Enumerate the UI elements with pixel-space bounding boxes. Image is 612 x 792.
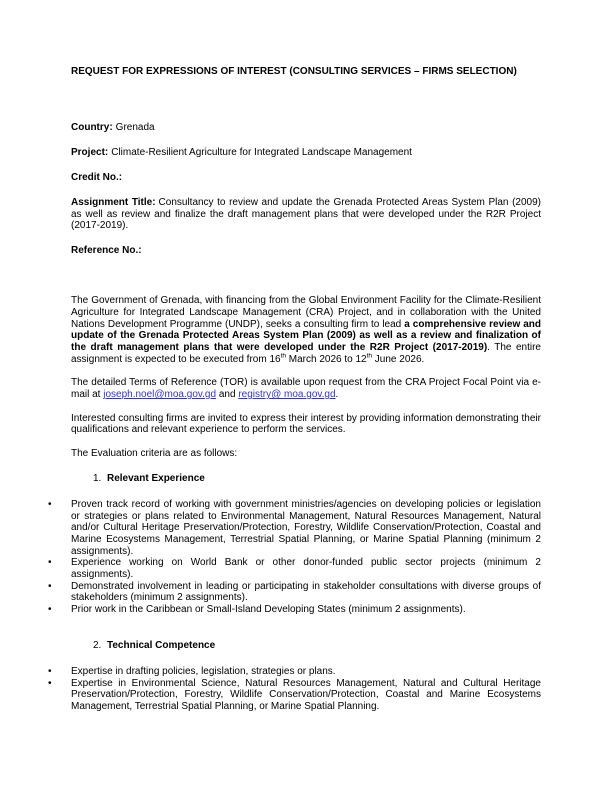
- superscript-ordinal: th: [366, 352, 373, 360]
- intro-paragraph: [71, 295, 541, 365]
- tor-text-1: The detailed Terms of Reference (TOR) is available upon request from the CRA Project Focal Point via e-mail at: [71, 377, 541, 401]
- document-title: REQUEST FOR EXPRESSIONS OF INTEREST (CONSULTING SERVICES – FIRMS SELECTION): [71, 66, 517, 77]
- list-item: [48, 604, 541, 616]
- list-item: [48, 498, 541, 558]
- field-credit-no: [71, 172, 541, 184]
- bullet-icon: •: [48, 557, 52, 569]
- bullet-icon: •: [48, 498, 52, 510]
- section-2-title: Technical Competence: [107, 639, 216, 651]
- field-project-value: Climate-Resilient Agriculture for Integrated Landscape Management: [111, 147, 412, 158]
- bullet-text: Prior work in the Caribbean or Small-Island Developing States (minimum 2 assignments).: [71, 604, 466, 616]
- tor-text-2: and: [216, 389, 239, 401]
- bullet-text: Expertise in Environmental Science, Natural Resources Management, Natural and Cultural Heritage Preservation/Protection, Forestry, Wildlife Conservation/Protection, Coastal and Marine Ecosystems Management, Terrestrial Spatial Planning, or Marine Spatial Planning.: [71, 677, 541, 712]
- field-country-value: Grenada: [115, 122, 155, 133]
- intro-bold-scope: a comprehensive review and update of the Grenada Protected Areas System Plan (2009) as well as a review and finalization of the draft management plans that were developed under the R2R Project (2017-2019): [71, 318, 542, 353]
- tor-paragraph: [71, 377, 541, 400]
- tor-text-3: .: [335, 389, 339, 401]
- bullet-icon: •: [48, 677, 52, 689]
- list-item: [48, 677, 541, 713]
- field-reference-no-label: Reference No.:: [71, 245, 142, 257]
- bullet-icon: •: [48, 665, 52, 677]
- superscript-ordinal: th: [280, 352, 286, 360]
- bullet-icon: •: [48, 580, 52, 592]
- field-project-label: Project:: [71, 147, 109, 158]
- email-link-registry[interactable]: registry@ moa.gov.gd: [238, 389, 336, 401]
- list-item: [48, 665, 541, 678]
- bullet-text: Experience working on World Bank or other donor-funded public sector projects (minimum 2 assignments).: [71, 557, 541, 581]
- bullet-icon: •: [48, 604, 52, 616]
- evaluation-criteria-intro: The Evaluation criteria are as follows:: [71, 448, 238, 460]
- field-country: [71, 122, 541, 134]
- section-1-heading: [71, 473, 541, 485]
- bullet-text: Proven track record of working with government ministries/agencies on developing policies or legislation or strategies or plans related to Environmental Management, Natural Resources Management, Natural and/or Cultural Heritage Preservation/Protection, Forestry, Wildlife Conservation/Protection, Coastal and Marine Ecosystems Management, Terrestrial Spatial Planning, or Marine Spatial Planning (minimum 2 assignments).: [71, 498, 541, 557]
- list-item: [48, 557, 541, 581]
- assignment-title-paragraph: [71, 197, 541, 232]
- interest-paragraph: Interested consulting firms are invited to express their interest by providing information demonstrating their qualifications and relevant experience to perform the services.: [71, 412, 541, 436]
- assignment-title-value: Consultancy to review and update the Grenada Protected Areas System Plan (2009) as well as review and finalize the draft management plans that were developed under the R2R Project (2017-2019).: [71, 197, 541, 232]
- intro-text-3: March 2026 to 12: [286, 353, 367, 365]
- section-2-bullet-list: [48, 665, 541, 713]
- bullet-text: Demonstrated involvement in leading or participating in stakeholder consultations with diverse groups of stakeholders (minimum 2 assignments).: [71, 580, 541, 604]
- section-1-title: Relevant Experience: [107, 472, 205, 484]
- field-credit-no-label: Credit No.:: [71, 172, 123, 183]
- assignment-title-label: Assignment Title:: [71, 197, 156, 208]
- field-reference-no: [71, 245, 541, 257]
- field-project: [71, 147, 541, 159]
- email-link-joseph-noel[interactable]: joseph.noel@moa.gov.gd: [103, 389, 217, 401]
- list-item: [48, 580, 541, 604]
- section-2-number: 2.: [93, 639, 102, 651]
- bullet-text: Expertise in drafting policies, legislation, strategies or plans.: [71, 665, 336, 677]
- section-1-number: 1.: [93, 472, 102, 484]
- intro-text-4: June 2026.: [372, 353, 425, 365]
- intro-text-1: The Government of Grenada, with financing from the Global Environment Facility for the Climate-Resilient Agriculture for Integrated Landscape Management (CRA) Project, and in collaboration with the United Nations Development Programme (UNDP), seeks a consulting firm to lead: [71, 295, 541, 330]
- intro-text-2: . The entire assignment is expected to be executed from 16: [71, 341, 541, 365]
- field-country-label: Country:: [71, 122, 113, 133]
- section-1-bullet-list: [48, 498, 541, 616]
- section-2-heading: [71, 640, 541, 652]
